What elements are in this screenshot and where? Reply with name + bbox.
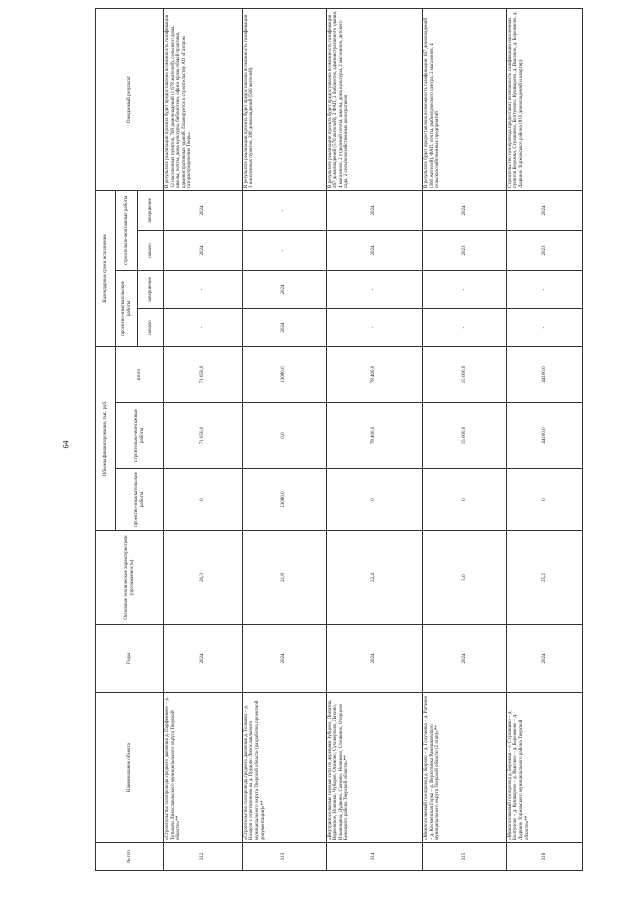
row-constr-end: 2024 — [423, 190, 507, 230]
row-years: 2024 — [506, 625, 582, 693]
row-design-cost: 0 — [164, 469, 243, 531]
row-years: 2024 — [164, 625, 243, 693]
table-row — [423, 8, 507, 870]
row-years: 2024 — [242, 625, 326, 693]
row-design-start: - — [506, 308, 582, 346]
row-num: 316 — [506, 843, 582, 871]
row-design-start: 2024 — [242, 308, 326, 346]
header-constr-start: начало — [138, 230, 164, 270]
row-num: 315 — [423, 843, 507, 871]
header-schedule-construction: строительно-монтажные работы — [116, 190, 138, 270]
row-design-end: 2024 — [242, 270, 326, 308]
row-result: В результате реализации проекта будет предоставлена возможность газификации 12 населенных пунктов, 769 домовладений (1 678 жителей), сельского дома, школы, почты, дома культуры, библиотеки, офиса врача общей практики, административных зданий. Планируется к строительству АО «Газпром газораспределение Тверь» — [164, 8, 243, 190]
object-table — [95, 8, 583, 871]
row-length: 5,0 — [423, 531, 507, 625]
row-design-cost: 0 — [326, 469, 422, 531]
row-result: В результате будет предоставлена возможность газификации 167 домовладений (360 жителей), ФАП, почты, рыбоводческого центра, 2 магазинов, 4 сельскохозяйственных предприятий — [423, 8, 507, 190]
row-total-cost: 71 050,0 — [164, 346, 243, 402]
row-total-cost: 44100,0 — [506, 346, 582, 402]
row-num: 312 — [164, 843, 243, 871]
row-result: Строительство газопровода предоставит возможность газификации населенных пунктов Бережки, Стулишево, Болтуново, Кушкарово, д. Высокое, д. Бережково, д. Ладвино Торжокского района (810 домовладений и квартир) — [506, 8, 582, 190]
row-constr-start: 2024 — [326, 230, 422, 270]
row-design-cost: 0 — [506, 469, 582, 531]
row-constr-start: 2023 — [506, 230, 582, 270]
table-container — [95, 9, 583, 871]
row-length: 20,3 — [164, 531, 243, 625]
row-design-cost: 0 — [423, 469, 507, 531]
header-schedule-design: проектно-изыскательские работы — [116, 270, 138, 346]
row-length: 25,2 — [506, 531, 582, 625]
row-length: 21,8 — [242, 531, 326, 625]
header-funding-construction: строительно-монтажные работы — [116, 403, 164, 469]
row-total-cost: 78 400,0 — [326, 346, 422, 402]
header-name: Наименование объекта — [96, 693, 164, 843]
header-schedule: Календарные сроки исполнения — [96, 190, 116, 346]
row-name: «Строительство газопровода среднего давления д. Парфенково – д. Тетьково Лихославльского муниципального округа Тверской области»** — [164, 693, 243, 843]
row-constr-start: - — [242, 230, 326, 270]
row-total-cost: 13080,0 — [242, 346, 326, 402]
row-constr-end: 2024 — [164, 190, 243, 230]
table-row — [326, 8, 422, 870]
row-name: «Внутрипоселковые газовые сети по деревням Зубцово, Липитна, Вядеевское, Новинки, Чубарев, Осиново, Суховерхово, Ляхино, Ильинщина, Дудкино, Сачково, Новиково, Стешкино, Озерцово Бежецкого района Тверской области»** — [326, 693, 422, 843]
row-name: «Межпоселковый газопровод д. Кирово – д. Голузинка – д. Ратчино – д. Косменская Горка – д. Верхотинка Рамешковского муниципального округа Тверской области (2 этап)»** — [423, 693, 507, 843]
row-construction-cost: 0,0 — [242, 403, 326, 469]
row-design-start: - — [164, 308, 243, 346]
row-constr-end: 2024 — [506, 190, 582, 230]
page-number: 64 — [61, 440, 71, 449]
header-constr-end: завершение — [138, 190, 164, 230]
row-design-start: - — [326, 308, 422, 346]
row-constr-start: 2024 — [164, 230, 243, 270]
row-design-end: - — [326, 270, 422, 308]
row-constr-end: 2024 — [326, 190, 422, 230]
header-funding-total: итого — [116, 346, 164, 402]
row-name: «Строительство газопровода среднего давления д. Толмачи – д. Назаров с ответвлением на д. Прудово Лихославльского муниципального округа Тверской области (разработка проектной документации)»** — [242, 693, 326, 843]
row-design-end: - — [164, 270, 243, 308]
row-construction-cost: 78 400,0 — [326, 403, 422, 469]
header-years: Годы — [96, 625, 164, 693]
row-result: В результате реализации проекта будет предоставлена возможность газификации 3 населенных пунктов, 280 домовладений (506 жителей) — [242, 8, 326, 190]
row-result: В результате реализации проекта будет предоставлена возможность газификации 267 домовладений (576 жителей), 2 ФАП, 2 библиотек, административного здания, 4 магазинов, 2 отделений почты, школы, дома культуры, 2 магазинов, детского сада, 2 сельскохозяйственных кооперативов — [326, 8, 422, 190]
header-length: Основные технические характеристики (протяженность) — [96, 531, 164, 625]
row-design-end: - — [506, 270, 582, 308]
row-design-cost: 13080,0 — [242, 469, 326, 531]
header-funding: Объемы финансирования, тыс. руб. — [96, 346, 116, 530]
row-construction-cost: 15 000,0 — [423, 403, 507, 469]
row-name: «Межпоселковый газопровод д. Бережки – с. Стулишево – д. Болтуново – д. Кушкарово – д. Высокое – д. Бережково – д. Ладвино Торжокского муниципального района Тверской области»** — [506, 693, 582, 843]
row-years: 2024 — [326, 625, 422, 693]
row-years: 2024 — [423, 625, 507, 693]
row-num: 313 — [242, 843, 326, 871]
row-design-start: - — [423, 308, 507, 346]
header-funding-design: проектно-изыскательские работы — [116, 469, 164, 531]
header-design-start: начало — [138, 308, 164, 346]
row-constr-start: 2023 — [423, 230, 507, 270]
table-row — [164, 8, 243, 870]
table-row — [506, 8, 582, 870]
row-num: 314 — [326, 843, 422, 871]
row-design-end: - — [423, 270, 507, 308]
table-row — [242, 8, 326, 870]
row-total-cost: 15 000,0 — [423, 346, 507, 402]
header-result: Ожидаемый результат — [96, 8, 164, 190]
row-construction-cost: 44100,0 — [506, 403, 582, 469]
header-num: № п/п — [96, 843, 164, 871]
row-length: 22,4 — [326, 531, 422, 625]
row-construction-cost: 71 050,0 — [164, 403, 243, 469]
header-design-end: завершение — [138, 270, 164, 308]
row-constr-end: - — [242, 190, 326, 230]
